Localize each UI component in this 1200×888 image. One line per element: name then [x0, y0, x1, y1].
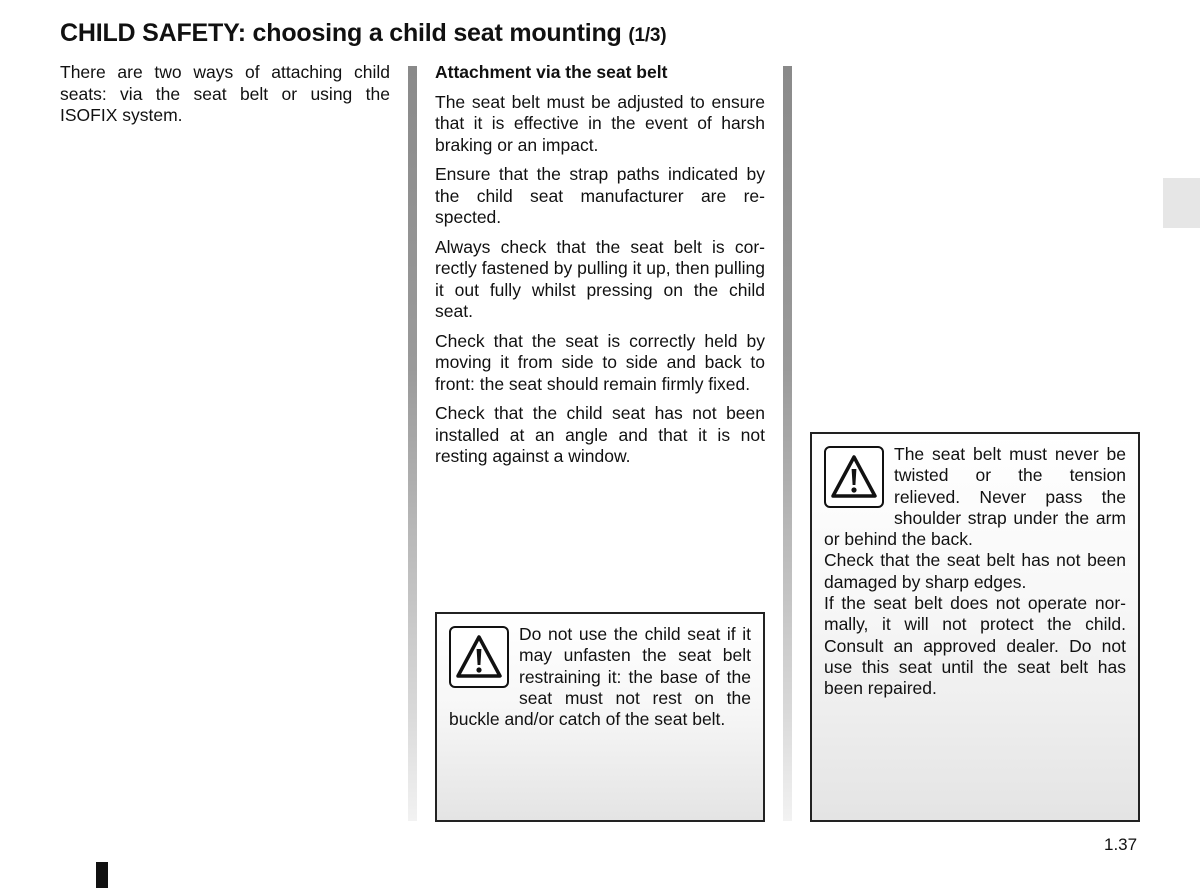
intro-paragraph: There are two ways of attaching child seats: via the seat belt or using the ISOFIX system. [60, 62, 390, 125]
warning-box-unfasten [435, 612, 765, 822]
section-paragraph: Check that the child seat has not been installed at an angle and that it is not resting against a window. [435, 403, 765, 466]
chapter-tab [1163, 178, 1200, 228]
section-paragraph: Always check that the seat belt is cor-rectly fastened by pulling it up, then pulling it out fully whilst pressing on the child seat. [435, 236, 765, 321]
seat-belt-section [435, 62, 765, 476]
warning-text: Do not use the child seat if it may unfasten the seat belt restraining it: the base of the seat must not rest on the buckle and/or catch of the seat belt. [449, 624, 751, 730]
warning-triangle-icon [449, 626, 509, 688]
page-title [60, 19, 666, 48]
crop-mark [96, 862, 108, 888]
title-text: CHILD SAFETY: choosing a child seat mounting [60, 19, 622, 47]
warning-box-seat-belt [810, 432, 1140, 822]
section-paragraph: The seat belt must be adjusted to ensure that it is effective in the event of harsh braking or an impact. [435, 91, 765, 155]
page-number: 1.37 [1104, 835, 1138, 854]
warning-text: If the seat belt does not operate nor-mally, it will not protect the child. Consult an approved dealer. Do not use this seat until the seat belt has been repaired. [824, 593, 1126, 699]
title-part-indicator: (1/3) [628, 25, 667, 46]
column-divider-right [783, 66, 792, 821]
section-paragraph: Check that the seat is correctly held by moving it from side to side and back to front: the seat should remain firmly fixed. [435, 330, 765, 394]
warning-text: Check that the seat belt has not been damaged by sharp edges. [824, 550, 1126, 592]
warning-text: The seat belt must never be twisted or the tension relieved. Never pass the shoulder strap under the arm or behind the back. [824, 444, 1126, 550]
section-heading: Attachment via the seat belt [435, 62, 668, 82]
column-divider-left [408, 66, 417, 821]
section-paragraph: Ensure that the strap paths indicated by the child seat manufacturer are re-spected. [435, 164, 765, 227]
warning-triangle-icon [824, 446, 884, 508]
